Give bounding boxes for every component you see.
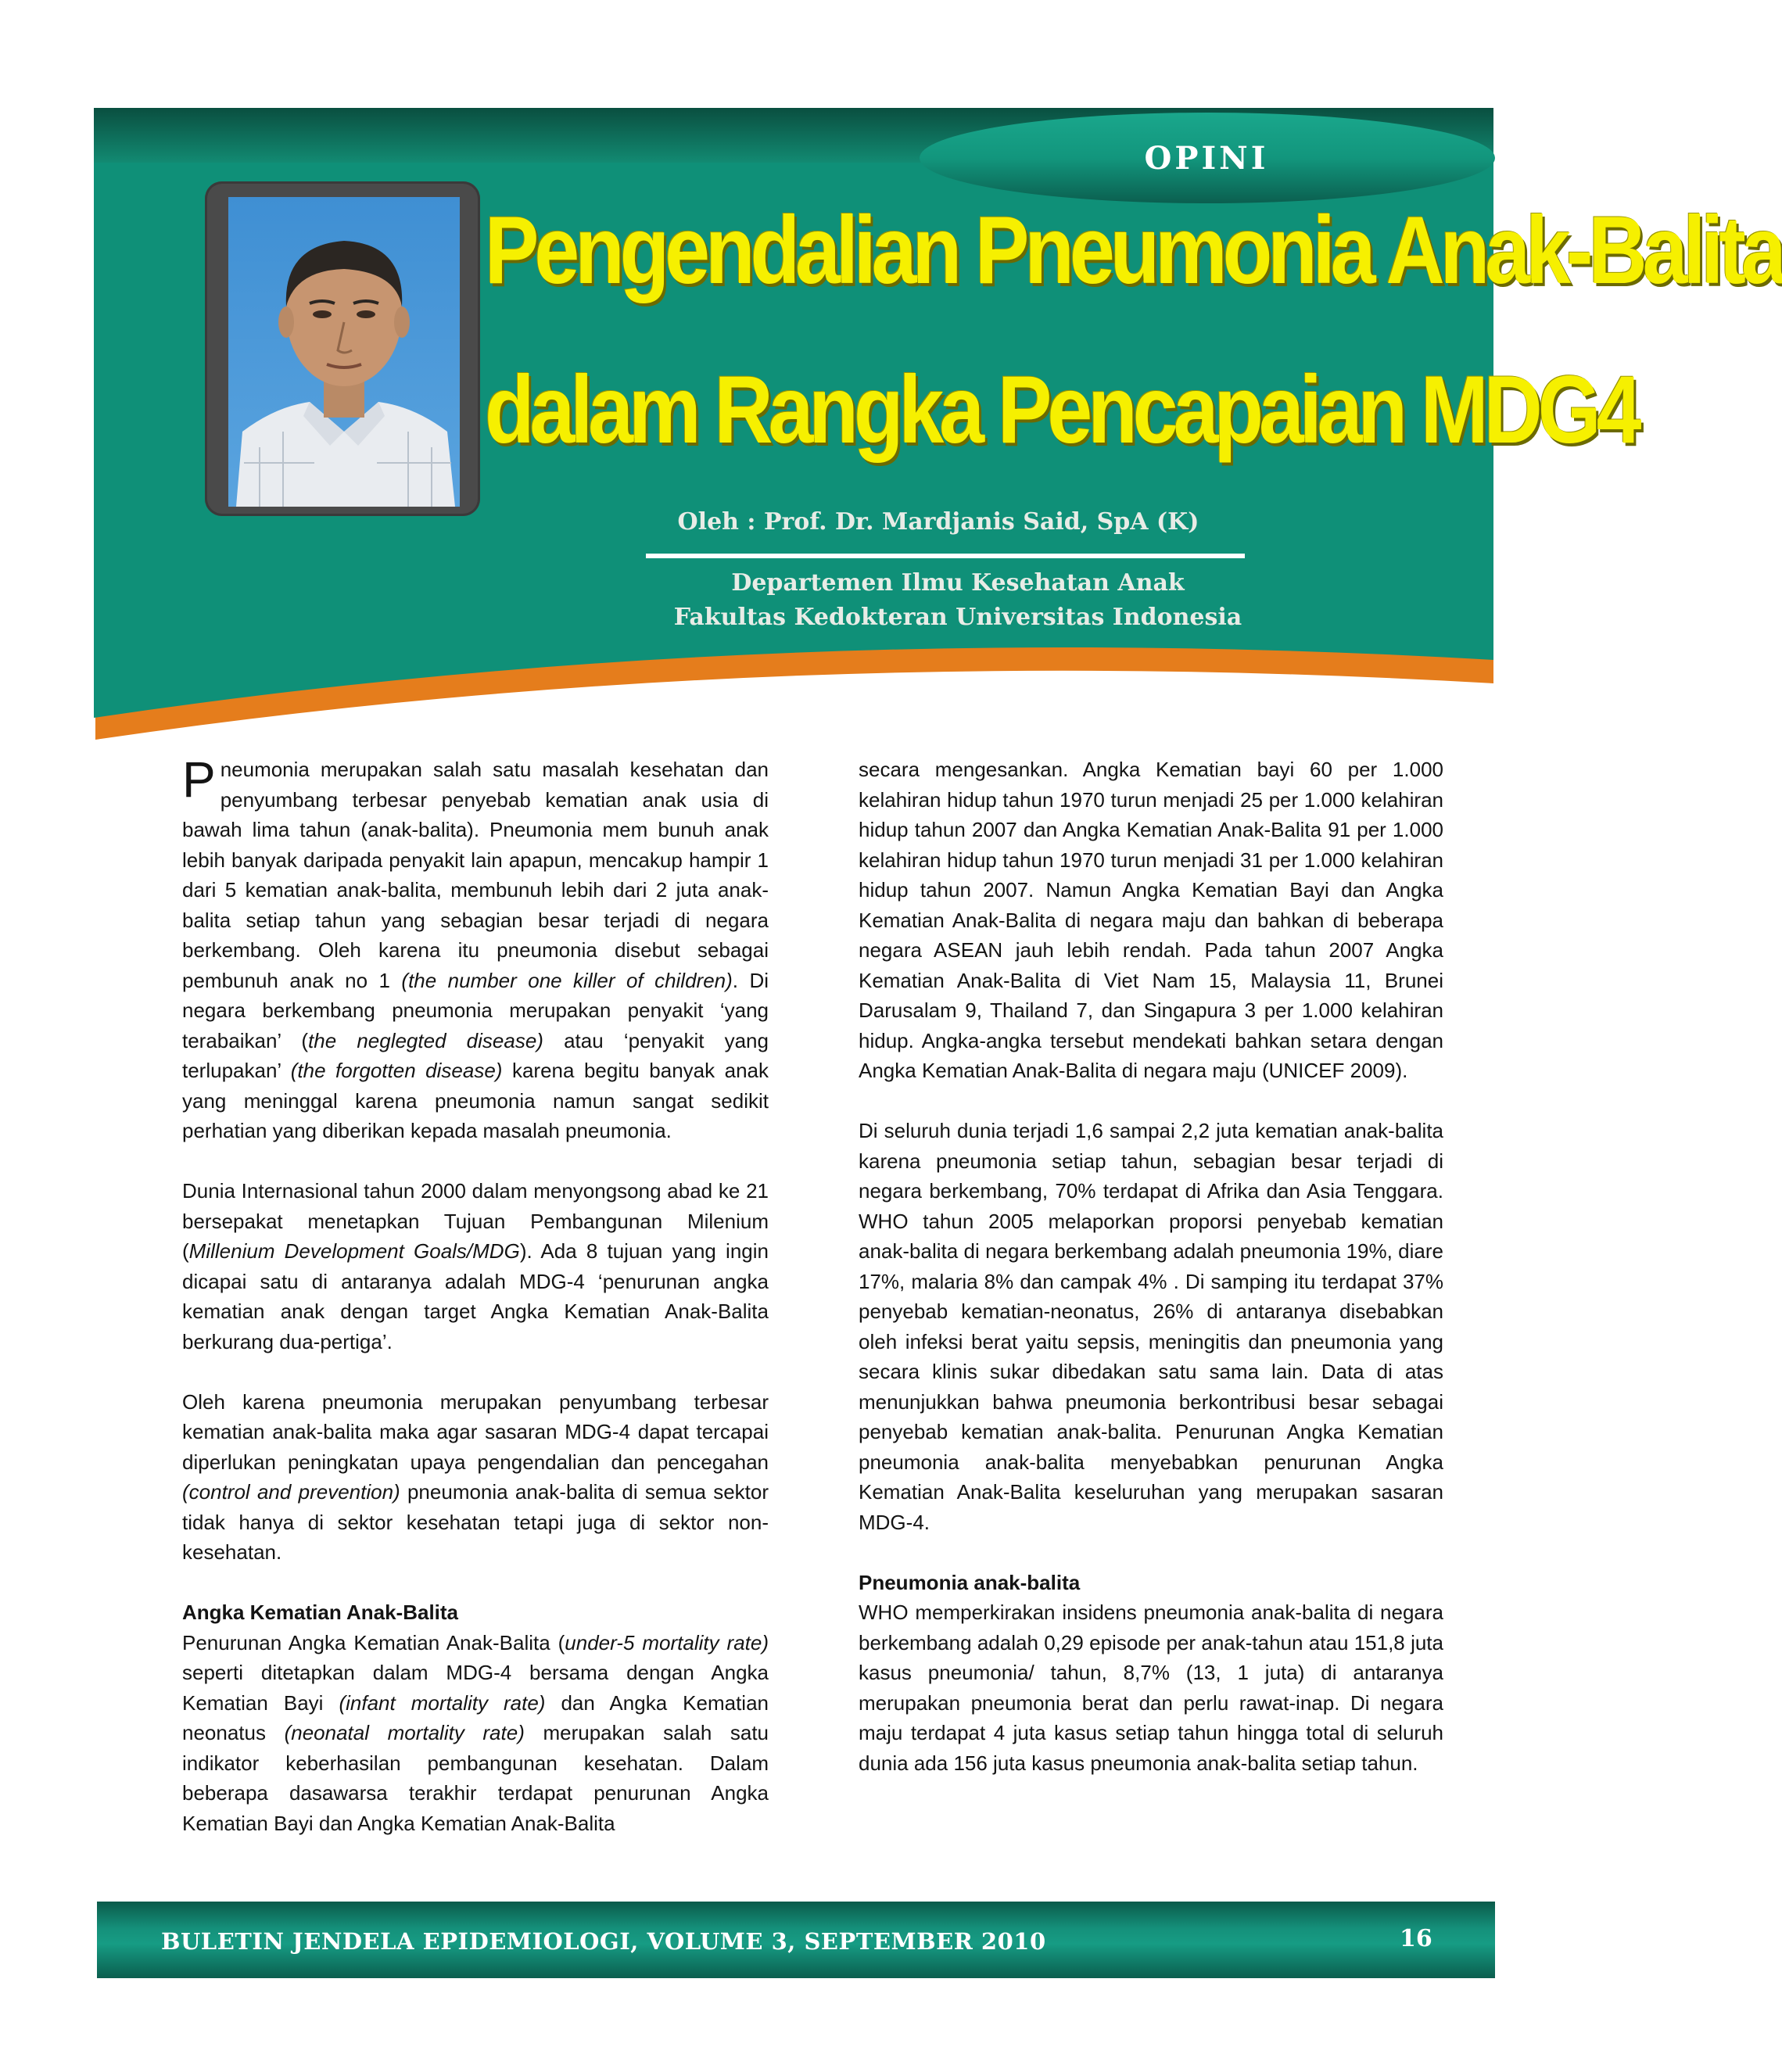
- paragraph-mdg: Dunia Internasional tahun 2000 dalam menyongsong abad ke 21 bersepakat menetapkan Tujuan Pembangunan Milenium (Millenium Development Goals/MDG). Ada 8 tujuan yang ingin dicapai satu di antaranya adalah MDG-4 ‘penurunan angka kematian anak dengan target Angka Kematian Anak-Balita berkurang dua-pertiga’.: [182, 1179, 769, 1353]
- byline-divider: [646, 554, 1245, 558]
- publication-info: BULETIN JENDELA EPIDEMIOLOGI, VOLUME 3, SEPTEMBER 2010: [161, 1928, 1046, 1955]
- heading-mortality: Angka Kematian Anak-Balita: [182, 1601, 459, 1624]
- article-column-right: [859, 755, 1443, 1809]
- article-title-line-2: dalam Rangka Pencapaian MDG4: [485, 357, 1637, 464]
- paragraph-control: Oleh karena pneumonia merupakan penyumbang terbesar kematian anak-balita maka agar sasaran MDG-4 dapat tercapai diperlukan peningkatan upaya pengendalian dan pencegahan (control and prevention) pneumonia anak-balita di semua sektor tidak hanya di sektor kesehatan tetapi juga di sektor non-kesehatan.: [182, 1389, 769, 1564]
- paragraph-global-deaths: Di seluruh dunia terjadi 1,6 sampai 2,2 juta kematian anak-balita karena pneumonia setiap tahun, sebagian besar terjadi di negara berkembang, 70% terdapat di Afrika dan Asia Tenggara. WHO tahun 2005 melaporkan proporsi penyebab kematian anak-balita di negara berkembang adalah pneumonia 19%, diare 17%, malaria 8% dan campak 4% . Di samping itu terdapat 37% penyebab kematian-neonatus, 26% di antaranya disebabkan oleh infeksi berat yaitu sepsis, meningitis dan pneumonia yang secara klinis sukar dibedakan satu sama lain. Data di atas menunjukkan bahwa pneumonia berkontribusi besar sebagai penyebab kematian anak-balita. Penurunan Angka Kematian pneumonia anak-balita menyebabkan penurunan Angka Kematian Anak-Balita keseluruhan yang merupakan sasaran MDG-4.: [859, 1119, 1443, 1534]
- paragraph-intro: Pneumonia merupakan salah satu masalah kesehatan dan penyumbang terbesar penyebab kematian anak usia di bawah lima tahun (anak-balita). Pneumonia mem bunuh anak lebih banyak daripada penyakit lain apapun, mencakup hampir 1 dari 5 kematian anak-balita, membunuh lebih dari 2 juta anak-balita setiap tahun yang sebagian besar terjadi di negara berkembang. Oleh karena itu pneumonia disebut sebagai pembunuh anak no 1 (the number one killer of children). Di negara berkembang pneumonia merupakan penyakit ‘yang terabaikan’ (the neglegted disease) atau ‘penyakit yang terlupakan’ (the forgotten disease) karena begitu banyak anak yang meninggal karena pneumonia namun sangat sedikit perhatian yang diberikan kepada masalah pneumonia.: [182, 751, 769, 1142]
- author-photo: [228, 197, 460, 507]
- author-byline: Oleh : Prof. Dr. Mardjanis Said, SpA (K): [677, 508, 1199, 536]
- page-number: 16: [1400, 1925, 1432, 1952]
- drop-cap: P: [182, 751, 216, 808]
- article-title-line-1: Pengendalian Pneumonia Anak-Balita: [485, 197, 1782, 305]
- paragraph-incidence: WHO memperkirakan insidens pneumonia anak-balita di negara berkembang adalah 0,29 episode per anak-tahun atau 151,8 juta kasus pneumonia/ tahun, 8,7% (13, 1 juta) di antaranya merupakan pneumonia berat dan perlu rawat-inap. Di negara maju terdapat 4 juta kasus setiap tahun hingga total di seluruh dunia ada 156 juta kasus pneumonia anak-balita setiap tahun.: [859, 1601, 1443, 1775]
- paragraph-mortality: Penurunan Angka Kematian Anak-Balita (under-5 mortality rate) seperti ditetapkan dalam MDG-4 bersama dengan Angka Kematian Bayi (infant mortality rate) dan Angka Kematian neonatus (neonatal mortality rate) merupakan salah satu indikator keberhasilan pembangunan kesehatan. Dalam beberapa dasawarsa terakhir terdapat penurunan Angka Kematian Bayi dan Angka Kematian Anak-Balita: [182, 1630, 769, 1835]
- affiliation-faculty: Fakultas Kedokteran Universitas Indonesia: [673, 604, 1242, 631]
- paragraph-mortality-continued: secara mengesankan. Angka Kematian bayi 60 per 1.000 kelahiran hidup tahun 1970 turun menjadi 25 per 1.000 kelahiran hidup tahun 2007 dan Angka Kematian Anak-Balita 91 per 1.000 kelahiran hidup tahun 1970 turun menjadi 31 per 1.000 kelahiran hidup tahun 2007. Namun Angka Kematian Bayi dan Angka Kematian Anak-Balita di negara maju dan bahkan di beberapa negara ASEAN jauh lebih rendah. Pada tahun 2007 Angka Kematian Anak-Balita di Viet Nam 15, Malaysia 11, Brunei Darusalam 9, Thailand 7, dan Singapura 3 per 1.000 kelahiran hidup. Angka-angka tersebut mendekati bahkan setara dengan Angka Kematian Anak-Balita di negara maju (UNICEF 2009).: [859, 758, 1443, 1082]
- affiliation-department: Departemen Ilmu Kesehatan Anak: [731, 569, 1185, 597]
- heading-pneumonia: Pneumonia anak-balita: [859, 1570, 1081, 1594]
- article-column-left: [182, 751, 769, 1869]
- section-tag: OPINI: [1144, 139, 1269, 177]
